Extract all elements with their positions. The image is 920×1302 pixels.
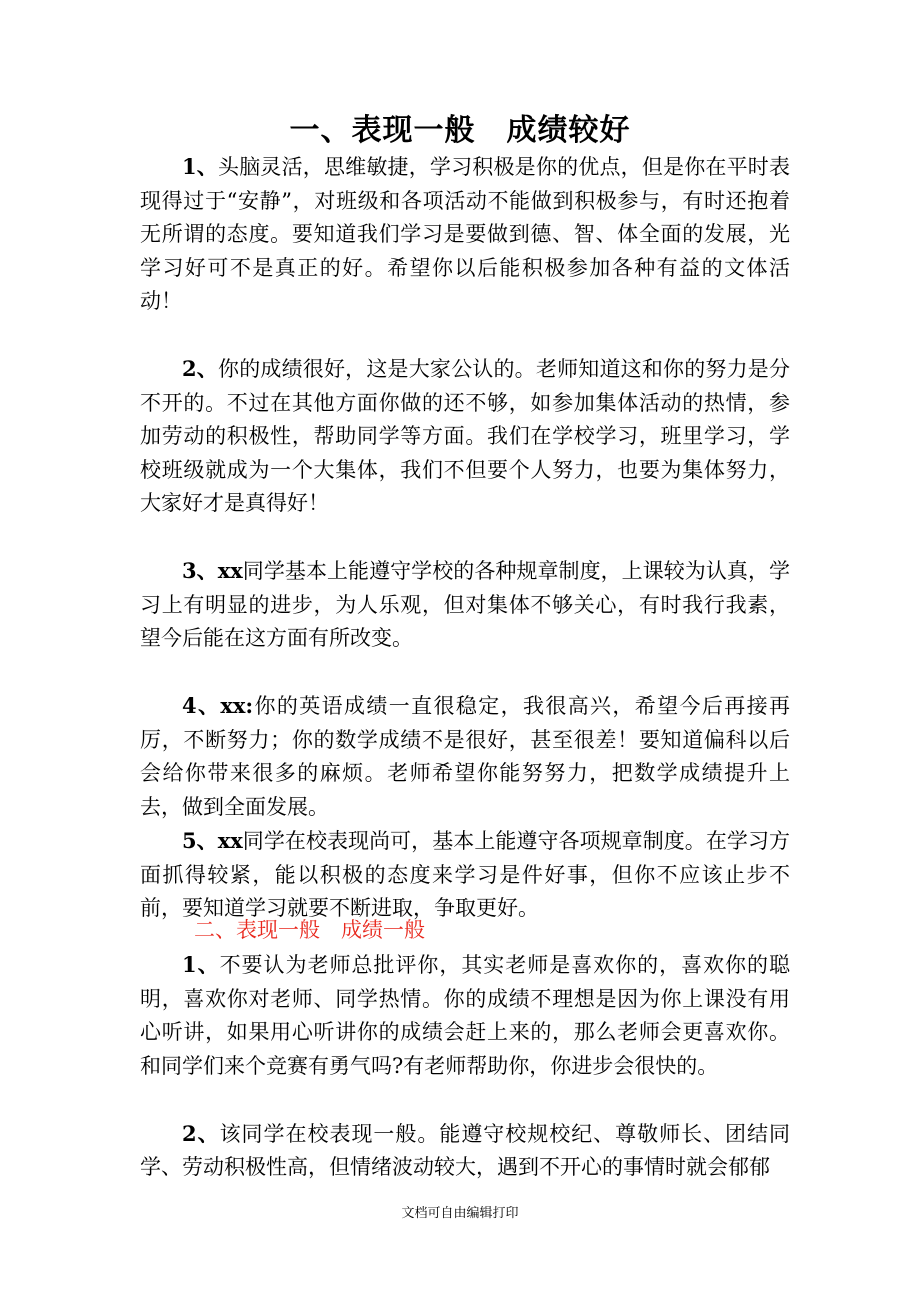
- paragraph-number: 4、xx:: [182, 693, 254, 718]
- section-2-title: 二、表现一般 成绩一般: [194, 918, 425, 942]
- paragraph-text: 同学在校表现尚可，基本上能遵守各项规章制度。在学习方面抓得较紧，能以积极的态度来学习是件好事，但你不应该止步不前，要知道学习就要不断进取，争取更好。: [140, 829, 790, 920]
- paragraph-number: 1、: [182, 154, 218, 179]
- section-1-title: 一、表现一般 成绩较好: [289, 113, 631, 148]
- paragraph-1-1: [140, 150, 790, 319]
- paragraph-number: 5、xx: [182, 828, 243, 853]
- paragraph-gap: [140, 656, 790, 690]
- paragraph-gap: [140, 319, 790, 353]
- section-2-body: [140, 948, 790, 1185]
- paragraph-number: 1、: [182, 952, 220, 977]
- paragraph-gap: [140, 521, 790, 555]
- paragraph-1-4: [140, 689, 790, 824]
- paragraph-text: 你的成绩很好，这是大家公认的。老师知道这和你的努力是分不开的。不过在其他方面你做的还不够，如参加集体活动的热情，参加劳动的积极性，帮助同学等方面。我们在学校学习，班里学习，学校班级就成为一个大集体，我们不但要个人努力，也要为集体努力，大家好才是真得好！: [140, 357, 790, 515]
- paragraph-text: 头脑灵活，思维敏捷，学习积极是你的优点，但是你在平时表现得过于“安静”，对班级和各项活动不能做到积极参与，有时还抱着无所谓的态度。要知道我们学习是要做到德、智、体全面的发展，光学习好可不是真正的好。希望你以后能积极参加各种有益的文体活动！: [140, 155, 790, 313]
- paragraph-2-1: [140, 948, 790, 1083]
- paragraph-1-2: [140, 352, 790, 521]
- paragraph-2-2: [140, 1117, 790, 1185]
- page-footer: 文档可自由编辑打印: [401, 1206, 519, 1221]
- paragraph-number: 3、xx: [182, 558, 243, 583]
- section-1-body: [140, 150, 790, 926]
- paragraph-1-3: [140, 554, 790, 656]
- paragraph-text: 你的英语成绩一直很稳定，我很高兴，希望今后再接再厉，不断努力；你的数学成绩不是很好，甚至很差！要知道偏科以后会给你带来很多的麻烦。老师希望你能努努力，把数学成绩提升上去，做到全面发展。: [140, 694, 791, 819]
- paragraph-text: 不要认为老师总批评你，其实老师是喜欢你的，喜欢你的聪明，喜欢你对老师、同学热情。你的成绩不理想是因为你上课没有用心听讲，如果用心听讲你的成绩会赶上来的，那么老师会更喜欢你。和同学们来个竞赛有勇气吗?有老师帮助你，你进步会很快的。: [140, 953, 790, 1078]
- paragraph-gap: [140, 1083, 790, 1117]
- paragraph-number: 2、: [182, 356, 218, 381]
- paragraph-1-5: [140, 824, 790, 926]
- paragraph-number: 2、: [182, 1120, 220, 1146]
- paragraph-text: 同学基本上能遵守学校的各种规章制度，上课较为认真，学习上有明显的进步，为人乐观，但对集体不够关心，有时我行我素，望今后能在这方面有所改变。: [140, 559, 790, 650]
- paragraph-text: 该同学在校表现一般。能遵守校规校纪、尊敬师长、团结同学、劳动积极性高，但情绪波动较大，遇到不开心的事情时就会郁郁: [140, 1121, 790, 1179]
